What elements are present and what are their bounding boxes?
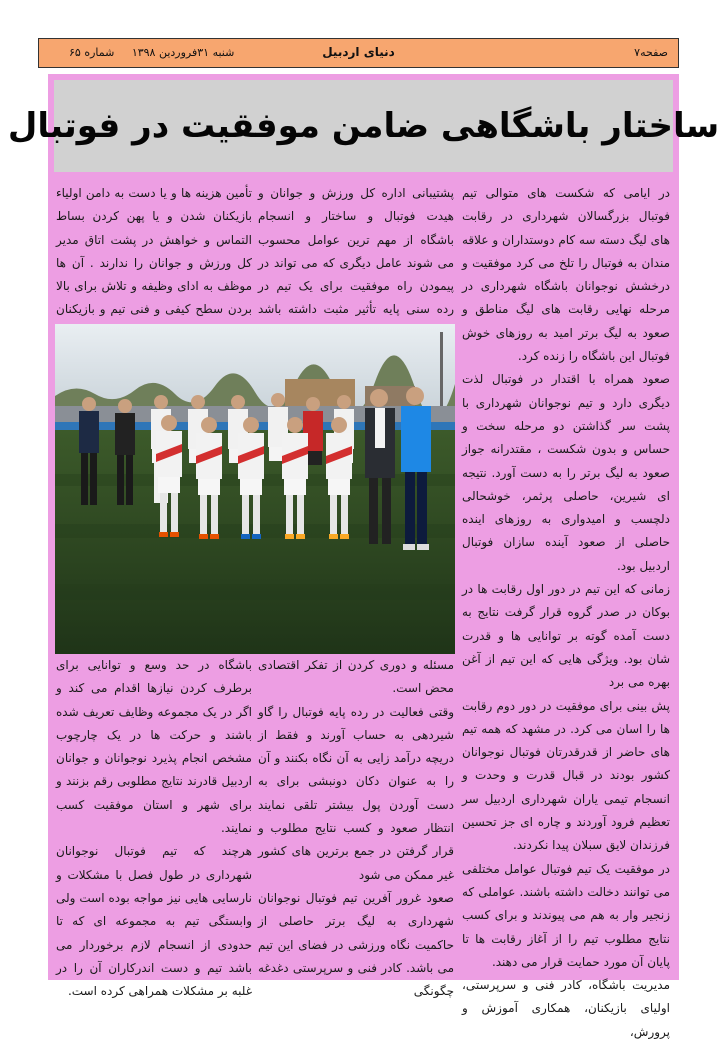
team-photo-icon	[55, 324, 455, 654]
paragraph: صعود همراه با اقتدار در فوتبال لذت دیگری دارد و تیم نوجوانان شهرداری با پشت سر گذاشتن دو مرحله سخت و حساس و بدون شکست ، مقتدرانه جواز صعود به لیگ برتر را به دست آورد. نتیجه ای شیرین، حاصلی پرثمر، خوشحالی دلچسب و امیدواری به روزهای اینده حاصلی از صعود آینده سازان فوتبال اردبیل بود.	[462, 372, 670, 573]
article-column-left-bottom	[56, 654, 252, 999]
paragraph: در موفقیت یک تیم فوتبال عوامل مختلفی می توانند دخالت داشته باشند. عواملی که زنجیر وار به هم می پیوندند و برای کسب نتایج مطلوب تیم را از آغاز رقابت ها تا پایان آن مورد حمایت قرار می دهند.	[462, 861, 670, 969]
paragraph: مسئله و دوری کردن از تفکر اقتصادی محض است.	[258, 658, 454, 696]
issue-date: شنبه ۳۱فروردین ۱۳۹۸	[131, 46, 235, 59]
article-column-right	[462, 182, 670, 1039]
paragraph: در ایامی که شکست های متوالی تیم فوتبال بزرگسالان شهرداری در رقابت های لیگ دسته سه کام دوستداران و علاقه مندان به فوتبال را تلخ می کرد موفقیت و درخشش نوجوانان باشگاه شهرداری در مرحله نهایی رقابت های لیگ مناطق و صعود به لیگ برتر امید به روزهای خوش فوتبال این باشگاه را زنده کرد.	[462, 186, 670, 364]
publication-name: دنیای اردبیل	[322, 45, 395, 59]
article-column-middle-bottom	[258, 654, 454, 999]
paragraph: پش بینی برای موفقیت در دور دوم رقابت ها را اسان می کرد. در مشهد که همه تیم های حاضر از قدرقدرتان فوتبال نوجوانان کشور بودند در قبال قدرت و وحدت و انسجام تیمی یاران شهرداری اردبیل سر تعظیم فرود آوردند و چاره ای جز تحسین فرزندان لایق سبلان پیدا نکردند.	[462, 698, 670, 853]
page-header	[38, 38, 679, 68]
headline-banner	[7, 80, 720, 172]
article-headline: ساختار باشگاهی ضامن موفقیت در فوتبال	[7, 106, 720, 146]
paragraph: صعود غرور آفرین تیم فوتبال نوجوانان شهرداری به لیگ برتر حاصلی از حاکمیت نگاه ورزشی در فضای این تیم می باشد. کادر فنی و سرپرستی دغدغه چگونگی	[258, 890, 454, 999]
paragraph: هرچند که تیم فوتبال نوجوانان شهرداری در طول فصل با مشکلات و نارسایی هایی نیز مواجه بوده است ولی وابستگی تیم به مجموعه ای که تا حدودی از انسجام لازم برخوردار می باشد تیم و دست اندرکاران آن را در غلبه بر مشکلات همراهی کرده است.	[56, 844, 252, 999]
article-page	[7, 74, 720, 1039]
issue-meta	[55, 46, 234, 59]
paragraph: مدیریت باشگاه، کادر فنی و سرپرستی، اولیای بازیکنان، همکاری آموزش و پرورش،	[462, 978, 670, 1039]
issue-number: شماره ۶۵	[69, 46, 115, 59]
paragraph: وقتی فعالیت در رده پایه فوتبال را گاو شیردهی به حساب آورند و فقط از دریچه درآمد زایی به آن نگاه بکنند و آن را به عنوان دکان دونبشی برای به دست آوردن پول بیشتر تلقی نمایند انتظار صعود و کسب نتایج مطلوب و قرار گرفتن در جمع برترین های کشور غیر ممکن می شود	[258, 704, 454, 882]
paragraph: زمانی که این تیم در دور اول رقابت ها در بوکان در صدر گروه قرار گرفت نتایج به دست آمده گوته بر توانایی ها و قدرت شان بود. ویژگی هایی که این تیم از آغن بهره می برد	[462, 582, 670, 690]
page-number: صفحه۷	[634, 46, 668, 59]
paragraph: پشتیبانی اداره کل ورزش و جوانان و هیدت فوتبال و ساختار و انسجام باشگاه از مهم ترین عوامل محسوب می شوند عامل دیگری که می تواند در پیمودن راه موفقیت برای یک تیم در رده سنی پایه تأثیر مثبت داشته باشد	[258, 186, 454, 317]
paragraph: تأمین هزینه ها و یا دست به دامن اولیاء بازیکنان شدن و یا پهن کردن بساط التماس و خواهش در پشت اتاق مدیر کل ورزش و جوانان را ندارند . آن ها موظف به ادای وظیفه و تلاش برای بالا بردن سطح کیفی و فنی تیم و بازیکنان	[56, 186, 252, 317]
paragraph: باشگاه در حد وسع و توانایی برای برطرف کردن نیازها اقدام می کند و اگر در یک مجموعه وظایف تعریف شده باشند و حرکت ها در یک چارچوب مشخص انجام پذیرد نوجوانان و جوانان اردبیل قادرند نتایج مطلوبی رقم بزنند و برای شهر و استان موفقیت کسب نمایند.	[56, 658, 252, 836]
team-photo	[55, 324, 455, 654]
